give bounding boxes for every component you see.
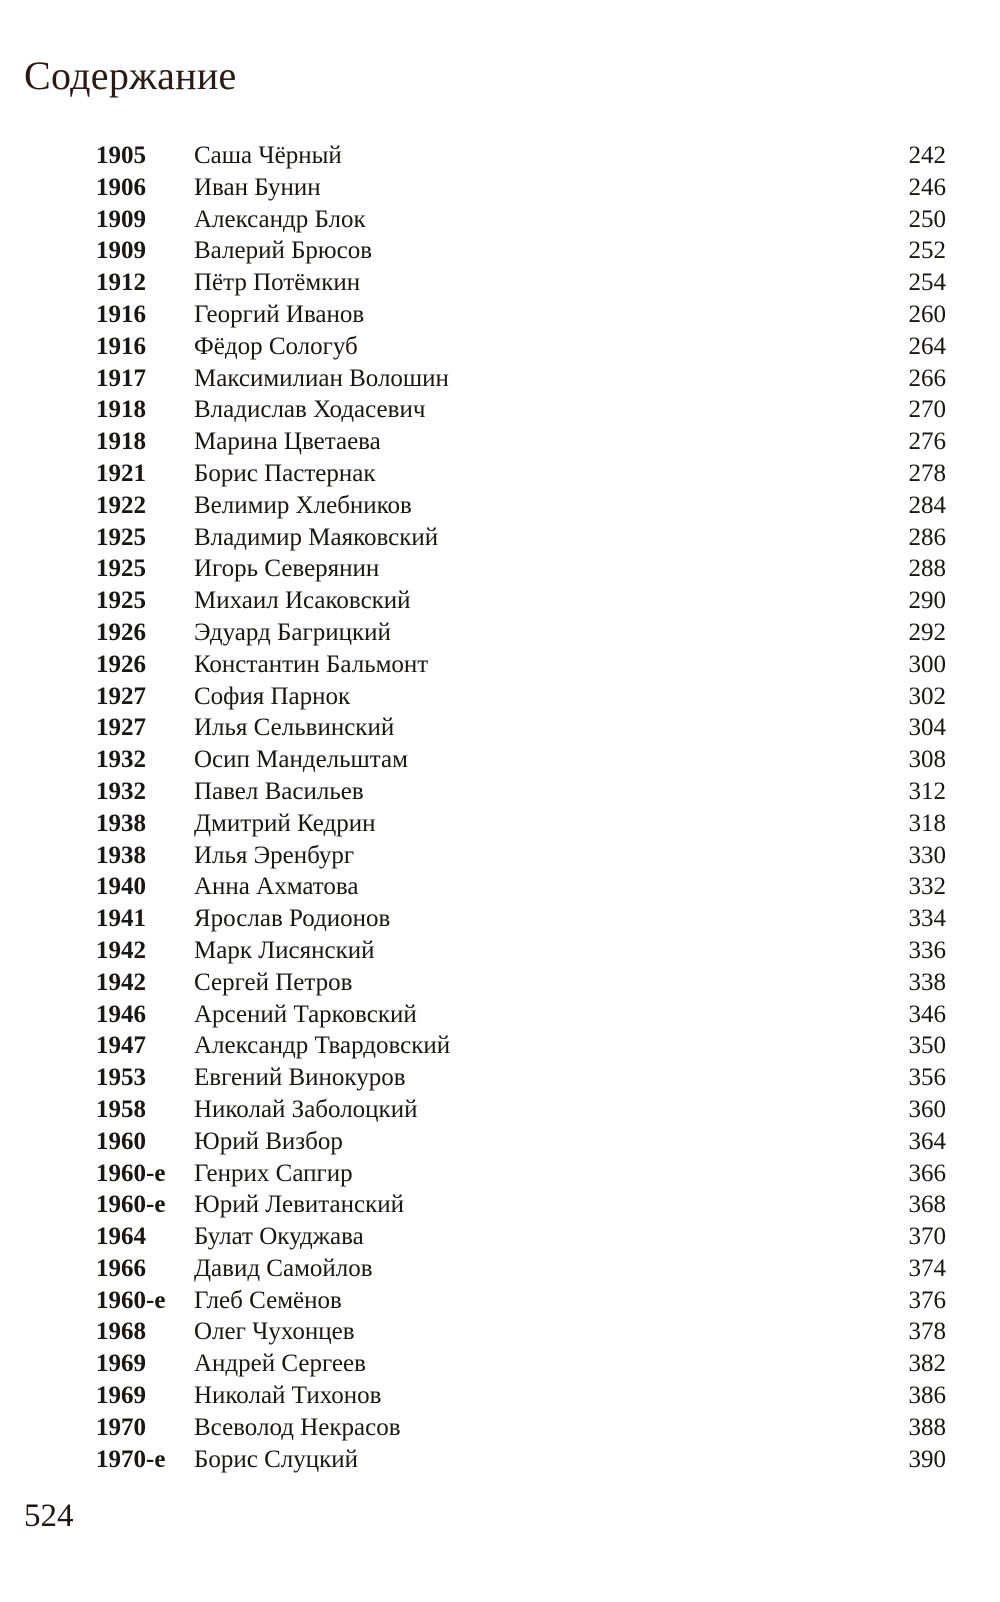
toc-author: Иван Бунин	[194, 173, 321, 201]
toc-author: София Парнок	[194, 682, 351, 710]
toc-author: Марина Цветаева	[194, 428, 381, 456]
toc-author: Борис Пастернак	[194, 459, 376, 487]
toc-page-number: 338	[908, 968, 946, 996]
toc-entry	[96, 1253, 946, 1285]
toc-page-number: 288	[908, 555, 946, 583]
toc-author: Николай Заболоцкий	[194, 1095, 418, 1123]
toc-page-number: 350	[908, 1032, 946, 1060]
toc-author: Александр Твардовский	[194, 1032, 451, 1060]
toc-author: Марк Лисянский	[194, 936, 375, 964]
toc-year: 1918	[96, 428, 146, 456]
toc-page-number: 302	[908, 682, 946, 710]
toc-year: 1940	[96, 873, 146, 901]
toc-year: 1909	[96, 205, 146, 233]
toc-author: Борис Слуцкий	[194, 1445, 359, 1473]
toc-author: Михаил Исаковский	[194, 587, 411, 615]
toc-author: Валерий Брюсов	[194, 237, 373, 265]
toc-author: Константин Бальмонт	[194, 650, 429, 678]
toc-entry	[96, 1030, 946, 1062]
toc-year: 1970-е	[96, 1445, 166, 1473]
toc-author: Давид Самойлов	[194, 1254, 373, 1282]
toc-author: Пётр Потёмкин	[194, 269, 361, 297]
toc-page-number: 304	[908, 714, 946, 742]
toc-author: Владимир Маяковский	[194, 523, 439, 551]
toc-page-number: 360	[908, 1095, 946, 1123]
toc-year: 1960-е	[96, 1191, 166, 1219]
toc-page-number: 312	[908, 777, 946, 805]
toc-year: 1958	[96, 1095, 146, 1123]
toc-author: Олег Чухонцев	[194, 1318, 355, 1346]
toc-year: 1969	[96, 1350, 146, 1378]
toc-author: Анна Ахматова	[194, 873, 359, 901]
toc-page-number: 252	[908, 237, 946, 265]
toc-author: Осип Мандельштам	[194, 746, 408, 774]
toc-page-number: 356	[908, 1064, 946, 1092]
toc-year: 1925	[96, 587, 146, 615]
toc-year: 1912	[96, 269, 146, 297]
toc-entry	[96, 1094, 946, 1126]
toc-entry	[96, 585, 946, 617]
toc-entry	[96, 172, 946, 204]
toc-page-number: 264	[908, 332, 946, 360]
toc-author: Александр Блок	[194, 205, 366, 233]
toc-year: 1964	[96, 1223, 146, 1251]
toc-page-number: 308	[908, 746, 946, 774]
toc-entry	[96, 1348, 946, 1380]
page-number: 524	[24, 1498, 74, 1534]
toc-author: Булат Окуджава	[194, 1223, 364, 1251]
toc-author: Глеб Семёнов	[194, 1286, 342, 1314]
toc-author: Илья Эренбург	[194, 841, 355, 869]
toc-author: Эдуард Багрицкий	[194, 618, 391, 646]
toc-author: Арсений Тарковский	[194, 1000, 417, 1028]
toc-entry	[96, 1158, 946, 1190]
toc-year: 1927	[96, 682, 146, 710]
toc-author: Георгий Иванов	[194, 300, 365, 328]
toc-year: 1942	[96, 968, 146, 996]
toc-entry	[96, 522, 946, 554]
toc-author: Фёдор Сологуб	[194, 332, 358, 360]
toc-year: 1932	[96, 746, 146, 774]
toc-entry	[96, 840, 946, 872]
toc-year: 1926	[96, 618, 146, 646]
toc-page-number: 292	[908, 618, 946, 646]
toc-entry	[96, 776, 946, 808]
toc-entry	[96, 426, 946, 458]
toc-year: 1953	[96, 1064, 146, 1092]
toc-entry	[96, 681, 946, 713]
toc-page-number: 388	[908, 1413, 946, 1441]
toc-author: Андрей Сергеев	[194, 1350, 366, 1378]
toc-year: 1906	[96, 173, 146, 201]
toc-year: 1960-е	[96, 1159, 166, 1187]
toc-entry	[96, 617, 946, 649]
toc-entry	[96, 458, 946, 490]
toc-entry	[96, 1062, 946, 1094]
toc-author: Максимилиан Волошин	[194, 364, 449, 392]
toc-entry	[96, 553, 946, 585]
table-of-contents	[96, 140, 946, 1475]
toc-year: 1938	[96, 841, 146, 869]
toc-page-number: 368	[908, 1191, 946, 1219]
toc-author: Велимир Хлебников	[194, 491, 412, 519]
toc-author: Павел Васильев	[194, 777, 364, 805]
toc-page-number: 346	[908, 1000, 946, 1028]
toc-page-number: 260	[908, 300, 946, 328]
toc-page-number: 286	[908, 523, 946, 551]
toc-page-number: 366	[908, 1159, 946, 1187]
toc-entry	[96, 935, 946, 967]
toc-year: 1916	[96, 300, 146, 328]
toc-page-number: 290	[908, 587, 946, 615]
toc-page-number: 254	[908, 269, 946, 297]
toc-year: 1966	[96, 1254, 146, 1282]
toc-author: Всеволод Некрасов	[194, 1413, 401, 1441]
toc-author: Генрих Сапгир	[194, 1159, 353, 1187]
toc-page-number: 386	[908, 1382, 946, 1410]
toc-entry	[96, 649, 946, 681]
toc-entry	[96, 999, 946, 1031]
toc-author: Илья Сельвинский	[194, 714, 395, 742]
toc-page-number: 364	[908, 1127, 946, 1155]
toc-author: Сергей Петров	[194, 968, 353, 996]
toc-year: 1938	[96, 809, 146, 837]
toc-entry	[96, 903, 946, 935]
toc-entry	[96, 1285, 946, 1317]
toc-entry	[96, 1380, 946, 1412]
toc-page-number: 300	[908, 650, 946, 678]
toc-year: 1922	[96, 491, 146, 519]
toc-page-number: 370	[908, 1223, 946, 1251]
toc-page-number: 374	[908, 1254, 946, 1282]
toc-author: Игорь Северянин	[194, 555, 380, 583]
toc-entry	[96, 808, 946, 840]
toc-entry	[96, 1221, 946, 1253]
toc-page-number: 270	[908, 396, 946, 424]
toc-entry	[96, 871, 946, 903]
toc-year: 1905	[96, 142, 146, 169]
toc-year: 1916	[96, 332, 146, 360]
toc-year: 1926	[96, 650, 146, 678]
toc-entry	[96, 331, 946, 363]
toc-year: 1970	[96, 1413, 146, 1441]
toc-page-number: 266	[908, 364, 946, 392]
toc-year: 1925	[96, 523, 146, 551]
toc-year: 1917	[96, 364, 146, 392]
toc-entry	[96, 1189, 946, 1221]
toc-page-number: 250	[908, 205, 946, 233]
toc-entry	[96, 712, 946, 744]
toc-entry	[96, 1412, 946, 1444]
toc-entry	[96, 363, 946, 395]
toc-year: 1941	[96, 905, 146, 933]
toc-page-number: 378	[908, 1318, 946, 1346]
toc-page-number: 242	[908, 142, 946, 169]
toc-page-number: 376	[908, 1286, 946, 1314]
toc-year: 1969	[96, 1382, 146, 1410]
toc-year: 1918	[96, 396, 146, 424]
toc-year: 1942	[96, 936, 146, 964]
toc-author: Евгений Винокуров	[194, 1064, 406, 1092]
toc-author: Николай Тихонов	[194, 1382, 382, 1410]
toc-year: 1909	[96, 237, 146, 265]
toc-entry	[96, 394, 946, 426]
toc-year: 1932	[96, 777, 146, 805]
toc-page-number: 246	[908, 173, 946, 201]
toc-year: 1960-е	[96, 1286, 166, 1314]
toc-page-number: 278	[908, 459, 946, 487]
toc-entry	[96, 235, 946, 267]
toc-year: 1960	[96, 1127, 146, 1155]
toc-year: 1968	[96, 1318, 146, 1346]
toc-page-number: 334	[908, 905, 946, 933]
toc-entry	[96, 140, 946, 172]
toc-author: Юрий Визбор	[194, 1127, 343, 1155]
toc-entry	[96, 1316, 946, 1348]
toc-author: Владислав Ходасевич	[194, 396, 426, 424]
toc-entry	[96, 299, 946, 331]
toc-year: 1925	[96, 555, 146, 583]
toc-year: 1927	[96, 714, 146, 742]
toc-author: Ярослав Родионов	[194, 905, 391, 933]
toc-page-number: 336	[908, 936, 946, 964]
toc-year: 1921	[96, 459, 146, 487]
page-title: Содержание	[24, 53, 237, 98]
toc-year: 1947	[96, 1032, 146, 1060]
toc-entry	[96, 490, 946, 522]
toc-entry	[96, 744, 946, 776]
toc-entry	[96, 267, 946, 299]
toc-page-number: 318	[908, 809, 946, 837]
toc-page-number: 330	[908, 841, 946, 869]
toc-author: Юрий Левитанский	[194, 1191, 404, 1219]
toc-page-number: 284	[908, 491, 946, 519]
toc-page-number: 332	[908, 873, 946, 901]
toc-page-number: 276	[908, 428, 946, 456]
toc-entry	[96, 967, 946, 999]
toc-entry	[96, 204, 946, 236]
toc-page-number: 390	[908, 1445, 946, 1473]
toc-author: Саша Чёрный	[194, 142, 342, 169]
toc-entry	[96, 1444, 946, 1476]
toc-author: Дмитрий Кедрин	[194, 809, 376, 837]
toc-year: 1946	[96, 1000, 146, 1028]
toc-entry	[96, 1126, 946, 1158]
toc-page-number: 382	[908, 1350, 946, 1378]
